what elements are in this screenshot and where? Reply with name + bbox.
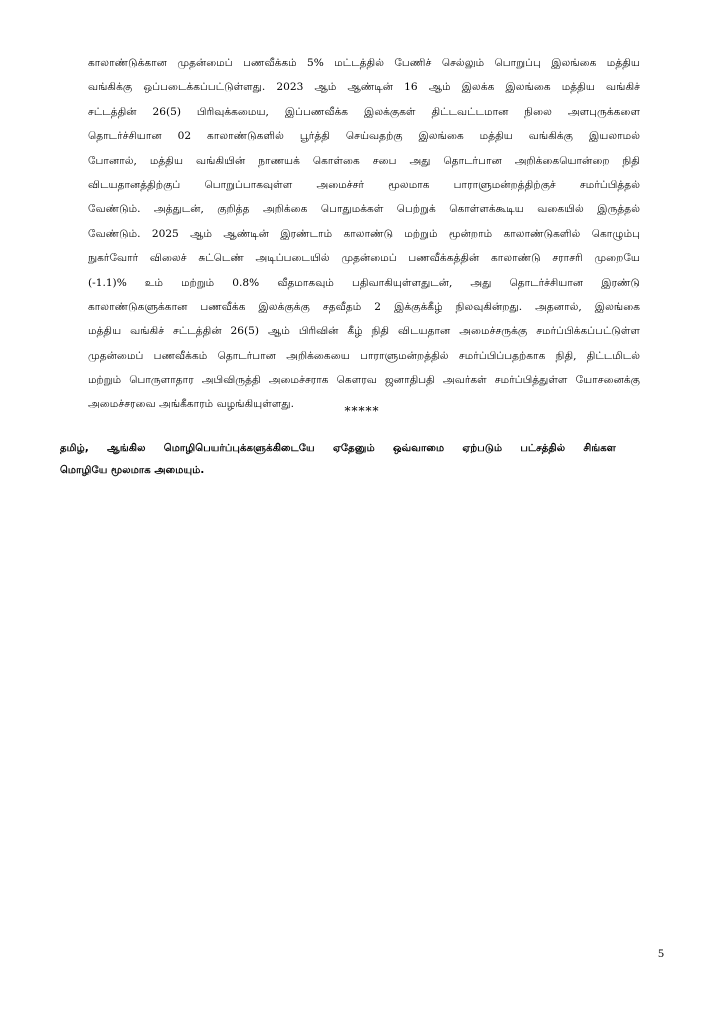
translation-note-line-1: தமிழ், ஆங்கில மொழிபெயர்ப்புக்களுக்கிடையே ஏதேனும் ஒவ்வாமை ஏற்படும் பட்சத்தில் சிங்கள xyxy=(60,443,616,454)
translation-note-line-2: மொழியே மூலமாக அமையும். xyxy=(60,465,205,476)
body-line-15: அமைச்சரவை அங்கீகாரம் வழங்கியுள்ளது. xyxy=(88,398,294,411)
body-line-3: சட்டத்தின் 26(5) பிரிவுக்கமைய, இப்பணவீக்க இலக்குகள் திட்டவட்டமான நிலை அளபுருக்களை xyxy=(88,105,640,118)
body-line-10: (-1.1)% உம் மற்றும் 0.8% வீதமாகவும் பதிவாகியுள்ளதுடன், அது தொடர்ச்சியான இரண்டு xyxy=(88,276,640,289)
section-separator: ***** xyxy=(344,404,380,418)
body-line-7: வேண்டும். அத்துடன், குறித்த அறிக்கை பொதுமக்கள் பெற்றுக் கொள்ளக்கூடிய வகையில் இருத்தல் xyxy=(88,203,640,216)
translation-note xyxy=(60,438,616,482)
body-line-11: காலாண்டுகளுக்கான பணவீக்க இலக்குக்கு சதவீதம் 2 இக்குக்கீழ் நிலவுகின்றது. அதனால், இலங்கை xyxy=(88,300,640,313)
body-line-6: விடயதானத்திற்குப் பொறுப்பாகவுள்ள அமைச்சர் மூலமாக பாராளுமன்றத்திற்குச் சமர்ப்பித்தல் xyxy=(88,178,640,191)
body-line-5: போனால், மத்திய வங்கியின் நாணயக் கொள்கை சபை அது தொடர்பான அறிக்கையொன்றை நிதி xyxy=(88,154,640,167)
body-line-2: வங்கிக்கு ஒப்படைக்கப்பட்டுள்ளது. 2023 ஆம் ஆண்டின் 16 ஆம் இலக்க இலங்கை மத்திய வங்கிச் xyxy=(88,81,640,94)
page-number: 5 xyxy=(658,946,664,960)
body-line-8: வேண்டும். 2025 ஆம் ஆண்டின் இரண்டாம் காலாண்டு மற்றும் மூன்றாம் காலாண்டுகளில் கொழும்பு xyxy=(88,227,640,240)
body-line-14: மற்றும் பொருளாதார அபிவிருத்தி அமைச்சராக கௌரவ ஜனாதிபதி அவர்கள் சமர்ப்பித்துள்ள யோசனைக்கு xyxy=(88,374,640,387)
body-line-9: நுகர்வோர் விலைச் சுட்டெண் அடிப்படையில் முதன்மைப் பணவீக்கத்தின் காலாண்டு சராசரி முறையே xyxy=(88,252,640,265)
body-line-4: தொடர்ச்சியான 02 காலாண்டுகளில் பூர்த்தி செய்வதற்கு இலங்கை மத்திய வங்கிக்கு இயலாமல் xyxy=(88,130,640,143)
body-paragraph xyxy=(88,51,640,417)
body-line-13: முதன்மைப் பணவீக்கம் தொடர்பான அறிக்கையை பாராளுமன்றத்தில் சமர்ப்பிப்பதற்காக நிதி, திட்டமிடல் xyxy=(88,349,640,362)
body-line-12: மத்திய வங்கிச் சட்டத்தின் 26(5) ஆம் பிரிவின் கீழ் நிதி விடயதான அமைச்சருக்கு சமர்ப்பிக்கப்பட்டுள்ள xyxy=(88,325,640,338)
body-line-1: காலாண்டுக்கான முதன்மைப் பணவீக்கம் 5% மட்டத்தில் பேணிச் செல்லும் பொறுப்பு இலங்கை மத்திய xyxy=(88,57,640,69)
